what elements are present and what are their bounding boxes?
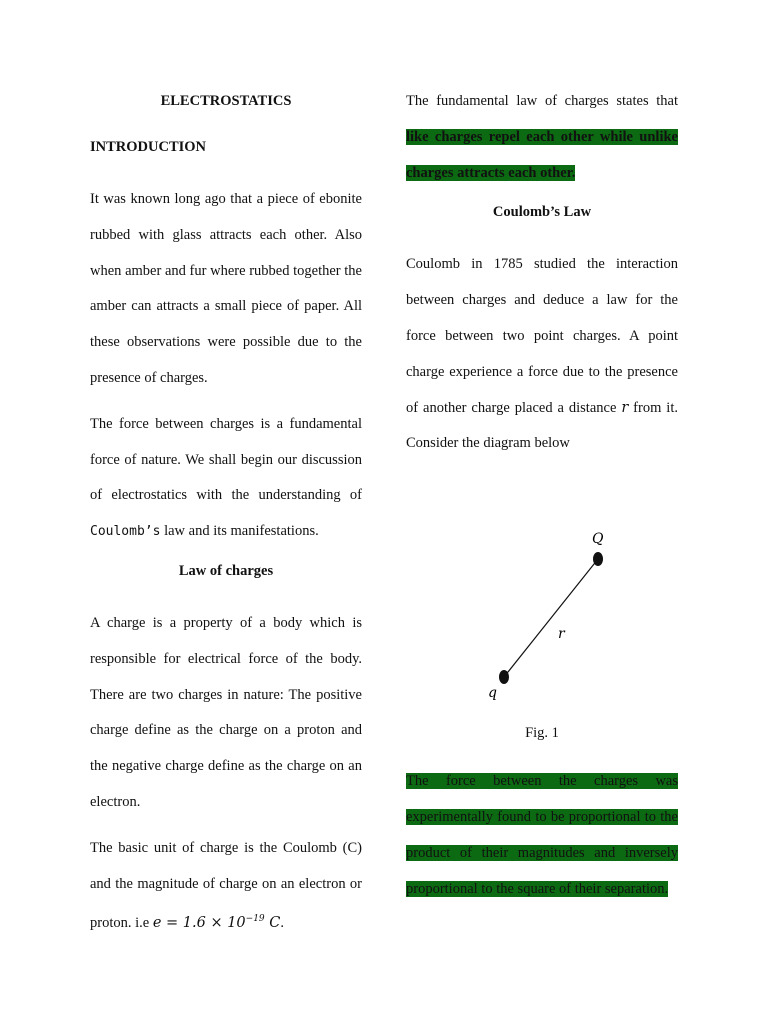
- highlight-force-law: The force between the charges was experimentally found to be proportional to the product of their magnitudes and inversely proportional to the square of their separation.: [406, 773, 678, 897]
- right-paragraph-2: Coulomb in 1785 studied the interaction between charges and deduce a law for the force between two point charges. A point charge experience a force due to the presence of another charge placed a distance r from it. Consider the diagram below: [406, 256, 678, 452]
- coulomb-word: Coulomb’s: [90, 524, 161, 540]
- charge-q-point: [499, 670, 509, 684]
- label-q: q: [488, 685, 497, 702]
- label-Q: Q: [592, 531, 604, 548]
- left-column: [90, 90, 362, 952]
- law-paragraph-2: The basic unit of charge is the Coulomb (C) and the magnitude of charge on an electron or proton. i.e $e = 1.6 \times 10^{-19}$ C.: [90, 839, 362, 932]
- label-r: r: [558, 626, 565, 643]
- law-paragraph-1: A charge is a property of a body which is responsible for electrical force of the body. There are two charges in nature: The positive charge define as the charge on a proton and the negative charge define as the charge on an electron.: [90, 614, 362, 810]
- right-paragraph-3: [406, 764, 678, 907]
- right-paragraph-1: The fundamental law of charges states that like charges repel each other while unlike charges attracts each other.: [406, 93, 678, 181]
- figure-charges: [406, 472, 678, 722]
- law-of-charges-heading: Law of charges: [178, 562, 274, 579]
- intro-paragraph-1: It was known long ago that a piece of ebonite rubbed with glass attracts each other. Also when amber and fur where rubbed together the amber can attracts a small piece of paper. All these observations were possible due to the presence of charges.: [90, 191, 362, 386]
- highlight-law-of-charges: like charges repel each other while unlike charges attracts each other.: [406, 128, 678, 181]
- intro-paragraph-2: The force between charges is a fundamental force of nature. We shall begin our discussion of electrostatics with the understanding of Coulomb’s law and its manifestations.: [90, 415, 362, 540]
- charge-Q-point: [593, 552, 603, 566]
- charge-equation: $e = 1.6 \times 10^{-19}$ C: [152, 914, 281, 932]
- coulombs-law-heading: Coulomb’s Law: [492, 204, 592, 221]
- charges-diagram: [406, 472, 678, 722]
- introduction-heading: INTRODUCTION: [90, 139, 207, 155]
- distance-variable: r: [621, 399, 629, 416]
- separation-line: [504, 559, 598, 677]
- document-title: ELECTROSTATICS: [160, 93, 292, 109]
- figure-caption: Fig. 1: [525, 725, 559, 742]
- right-column: [406, 90, 678, 907]
